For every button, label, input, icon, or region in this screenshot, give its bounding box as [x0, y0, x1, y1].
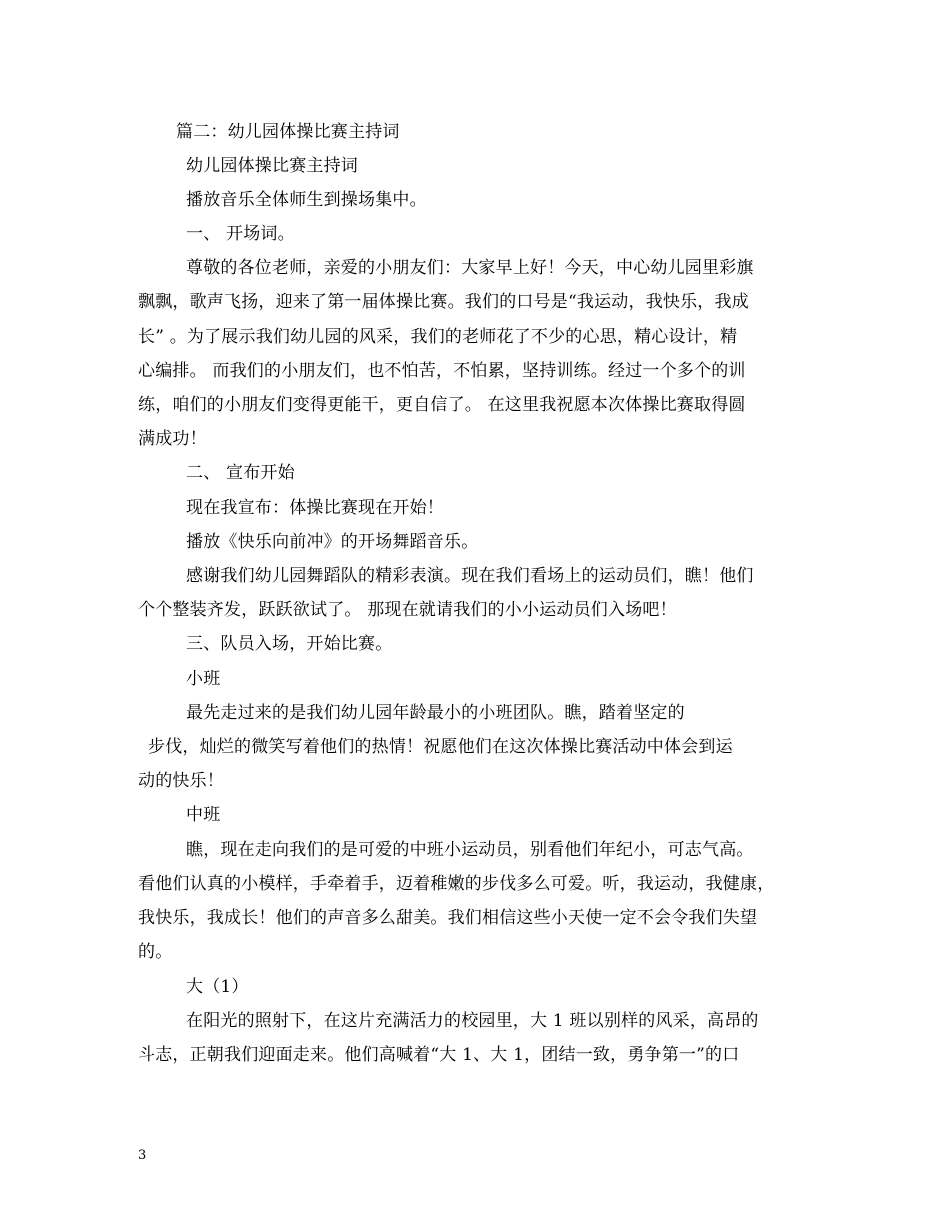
paragraph-line: 在阳光的照射下，在这片充满活力的校园里，大 1 班以别样的风采，高昂的: [186, 1011, 759, 1031]
paragraph-line: 瞧，现在走向我们的是可爱的中班小运动员，别看他们年纪小，可志气高。: [186, 840, 754, 860]
paragraph-line: 心编排。 而我们的小朋友们，也不怕苦，不怕累，坚持训练。经过一个多个的训: [138, 361, 746, 381]
paragraph-line: 动的快乐！: [138, 771, 224, 791]
paragraph-line: 感谢我们幼儿园舞蹈队的精彩表演。现在我们看场上的运动员们，瞧！他们: [186, 566, 754, 586]
paragraph-line: 练，咱们的小朋友们变得更能干，更自信了。 在这里我祝愿本次体操比赛取得圆: [138, 395, 746, 415]
paragraph-line: 长” 。为了展示我们幼儿园的风采，我们的老师花了不少的心思，精心设计，精: [138, 327, 738, 347]
subheading-opening: 一、 开场词。: [186, 224, 295, 244]
paragraph-line: 个个整装齐发，跃跃欲试了。 那现在就请我们的小小运动员们入场吧！: [138, 600, 677, 620]
paragraph-line: 斗志，正朝我们迎面走来。他们高喊着“大 1、大 1，团结一致，勇争第一”的口: [138, 1045, 740, 1065]
paragraph-line: 满成功！: [138, 429, 207, 449]
class-label-middle: 中班: [186, 805, 221, 825]
paragraph-line: 现在我宣布：体操比赛现在开始！: [186, 498, 444, 518]
paragraph-line: 我快乐，我成长！他们的声音多么甜美。我们相信这些小天使一定不会令我们失望: [138, 908, 758, 928]
document-title: 幼儿园体操比赛主持词: [186, 156, 358, 176]
paragraph-line: 播放《快乐向前冲》的开场舞蹈音乐。: [186, 532, 479, 552]
paragraph-line: 步伐，灿烂的微笑写着他们的热情！祝愿他们在这次体操比赛活动中体会到运: [148, 737, 733, 757]
subheading-entrance: 三、队员入场，开始比赛。: [186, 634, 393, 654]
section-heading: 篇二：幼儿园体操比赛主持词: [176, 122, 400, 142]
paragraph-line: 播放音乐全体师生到操场集中。: [186, 190, 427, 210]
paragraph-line: 看他们认真的小模样，手牵着手，迈着稚嫩的步伐多么可爱。听，我运动，我健康，: [138, 874, 775, 894]
class-label-big-1: 大（1）: [186, 977, 249, 997]
paragraph-line: 尊敬的各位老师，亲爱的小朋友们：大家早上好！今天，中心幼儿园里彩旗: [186, 258, 754, 278]
paragraph-line: 最先走过来的是我们幼儿园年龄最小的小班团队。瞧，踏着坚定的: [186, 703, 685, 723]
paragraph-line: 飘飘，歌声飞扬，迎来了第一届体操比赛。我们的口号是“我运动，我快乐，我成: [138, 292, 749, 312]
page-number: 3: [138, 1148, 147, 1163]
class-label-small: 小班: [186, 669, 221, 689]
subheading-announce: 二、 宣布开始: [186, 463, 295, 483]
paragraph-line: 的。: [138, 942, 173, 962]
